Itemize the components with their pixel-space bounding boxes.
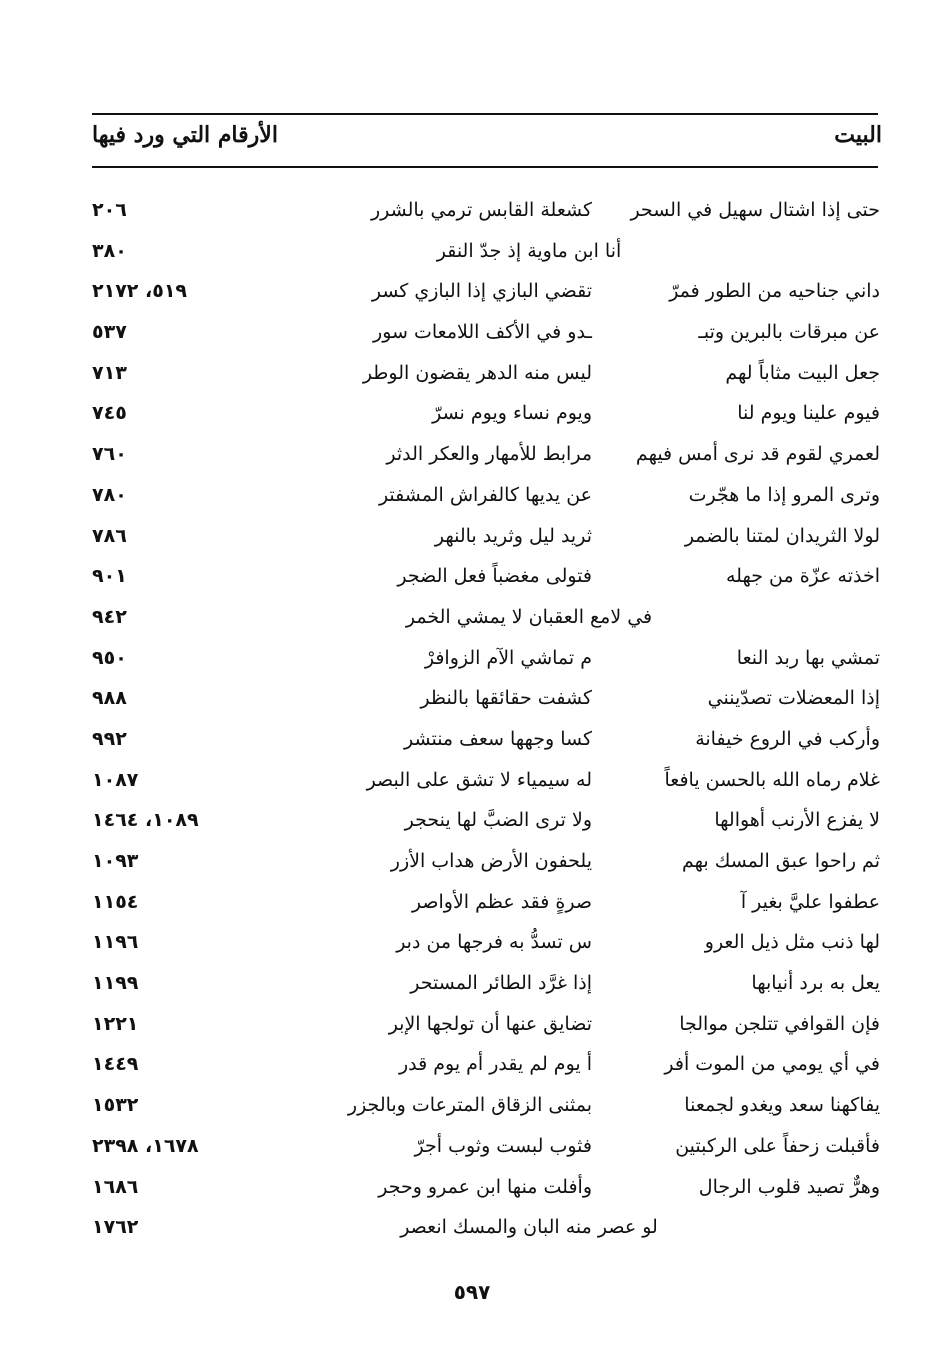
reference-numbers: ١٥٣٢ bbox=[92, 1094, 139, 1117]
table-row bbox=[0, 233, 944, 274]
table-row bbox=[0, 680, 944, 721]
reference-numbers: ٧٦٠ bbox=[92, 443, 127, 466]
table-row bbox=[0, 1087, 944, 1128]
reference-numbers: ١٠٩٣ bbox=[92, 850, 139, 872]
verse-second-hemistich: ـدو في الأكف اللامعات سور bbox=[373, 321, 592, 344]
table-row bbox=[0, 599, 944, 640]
reference-numbers: ٧١٣ bbox=[92, 361, 127, 384]
verse-second-hemistich: فثوب لبست وثوب أجرّ bbox=[414, 1134, 592, 1157]
verse-first-hemistich: فيوم علينا ويوم لنا bbox=[737, 402, 880, 425]
verse-first-hemistich: إذا المعضلات تصدّينني bbox=[707, 687, 880, 710]
verse-second-hemistich: إذا غرَّد الطائر المستحر bbox=[410, 972, 592, 995]
column-header-references: الأرقام التي ورد فيها bbox=[92, 122, 278, 148]
verse-first-hemistich: عطفوا عليَّ بغير آ bbox=[740, 890, 880, 913]
verse-first-hemistich: لا يفزع الأرنب أهوالها bbox=[714, 809, 880, 832]
table-row bbox=[0, 802, 944, 843]
table-row bbox=[0, 436, 944, 477]
reference-numbers: ١٧٦٢ bbox=[92, 1216, 139, 1239]
reference-numbers: ١٦٧٨، ٢٣٩٨ bbox=[92, 1134, 199, 1157]
table-row bbox=[0, 884, 944, 925]
reference-numbers: ٢٠٦ bbox=[92, 199, 127, 221]
verse-first-hemistich: وهرٌّ تصيد قلوب الرجال bbox=[698, 1175, 880, 1198]
verse-first-hemistich: فإن القوافي تتلجن موالجا bbox=[679, 1012, 880, 1035]
verse-second-hemistich: ولا ترى الضبَّ لها ينحجر bbox=[404, 809, 592, 832]
verse-first-hemistich: اخذته عزّة من جهله bbox=[726, 565, 880, 588]
verse-second-hemistich: كشفت حقائقها بالنظر bbox=[420, 687, 592, 710]
verse-second-hemistich: كشعلة القابس ترمي بالشرر bbox=[371, 199, 592, 221]
reference-numbers: ١١٥٤ bbox=[92, 890, 139, 913]
verse-first-hemistich: يفاكهنا سعد ويغدو لجمعنا bbox=[684, 1094, 880, 1117]
reference-numbers: ٣٨٠ bbox=[92, 239, 127, 262]
table-row bbox=[0, 355, 944, 396]
verse-second-hemistich: مرابط للأمهار والعكر الدثر bbox=[386, 443, 592, 466]
table-row bbox=[0, 640, 944, 681]
reference-numbers: ٩٨٨ bbox=[92, 687, 127, 710]
reference-numbers: ٧٤٥ bbox=[92, 402, 127, 425]
verse-second-hemistich: كسا وجهها سعف منتشر bbox=[404, 727, 592, 750]
table-row bbox=[0, 477, 944, 518]
table-row bbox=[0, 965, 944, 1006]
reference-numbers: ١٠٨٧ bbox=[92, 768, 139, 791]
column-header-verse: البيت bbox=[834, 122, 882, 148]
reference-numbers: ٥٣٧ bbox=[92, 321, 127, 344]
verse-single-line: لو عصر منه البان والمسك انعصر bbox=[400, 1216, 658, 1239]
verse-first-hemistich: ثم راحوا عبق المسك بهم bbox=[681, 850, 880, 872]
reference-numbers: ٩٤٢ bbox=[92, 605, 127, 628]
table-row bbox=[0, 1128, 944, 1169]
verse-first-hemistich: لعمري لقوم قد نرى أمس فيهم bbox=[635, 443, 880, 466]
verse-second-hemistich: تقضي البازي إذا البازي كسر bbox=[371, 280, 592, 303]
table-row bbox=[0, 558, 944, 599]
reference-numbers: ٧٨٦ bbox=[92, 524, 127, 547]
reference-numbers: ٩٠١ bbox=[92, 565, 127, 588]
verse-first-hemistich: لولا الثريدان لمتنا بالضمر bbox=[684, 524, 880, 547]
table-row bbox=[0, 314, 944, 355]
reference-numbers: ١٠٨٩، ١٤٦٤ bbox=[92, 809, 199, 832]
table-row bbox=[0, 518, 944, 559]
verse-first-hemistich: غلام رماه الله بالحسن يافعاً bbox=[664, 768, 880, 791]
table-row bbox=[0, 395, 944, 436]
verse-first-hemistich: في أي يومي من الموت أفر bbox=[664, 1053, 880, 1076]
verse-second-hemistich: صرةٍ فقد عظم الأواصر bbox=[411, 890, 592, 913]
verse-single-line: في لامع العقبان لا يمشي الخمر bbox=[405, 605, 653, 628]
table-row bbox=[0, 273, 944, 314]
verse-first-hemistich: داني جناحيه من الطور فمرّ bbox=[669, 280, 880, 303]
verse-first-hemistich: لها ذنب مثل ذيل العرو bbox=[704, 931, 880, 954]
table-row bbox=[0, 1209, 944, 1250]
verse-second-hemistich: س تسدُّ به فرجها من دبر bbox=[396, 931, 592, 954]
verse-first-hemistich: حتى إذا اشتال سهيل في السحر bbox=[630, 199, 880, 221]
verse-second-hemistich: وأفلت منها ابن عمرو وحجر bbox=[378, 1175, 592, 1198]
verse-first-hemistich: فأقبلت زحفاً على الركبتين bbox=[675, 1134, 880, 1157]
verse-second-hemistich: ليس منه الدهر يقضون الوطر bbox=[362, 361, 592, 384]
verse-second-hemistich: يلحفون الأرض هداب الأزر bbox=[390, 850, 592, 872]
verse-second-hemistich: له سيمياء لا تشق على البصر bbox=[366, 768, 592, 791]
table-row bbox=[0, 762, 944, 803]
reference-numbers: ٥١٩، ٢١٧٢ bbox=[92, 280, 188, 303]
table-row bbox=[0, 1006, 944, 1047]
verse-second-hemistich: أ يوم لم يقدر أم يوم قدر bbox=[398, 1053, 592, 1076]
table-row bbox=[0, 843, 944, 884]
reference-numbers: ٩٩٢ bbox=[92, 727, 127, 750]
verse-second-hemistich: فتولى مغضباً فعل الضجر bbox=[397, 565, 592, 588]
verse-first-hemistich: تمشي بها ربد النعا bbox=[736, 646, 880, 669]
table-row bbox=[0, 192, 944, 233]
header-rule bbox=[92, 166, 878, 168]
verse-second-hemistich: ويوم نساء ويوم نسرّ bbox=[432, 402, 592, 425]
verse-first-hemistich: وأركب في الروع خيفانة bbox=[695, 727, 880, 750]
table-row bbox=[0, 924, 944, 965]
verse-second-hemistich: م تماشي الآم الزوافرْ bbox=[424, 646, 592, 669]
verse-first-hemistich: عن مبرقات بالبرين وتبـ bbox=[698, 321, 880, 344]
top-rule bbox=[92, 113, 878, 115]
verse-first-hemistich: جعل البيت مثاباً لهم bbox=[725, 361, 880, 384]
reference-numbers: ١١٩٦ bbox=[92, 931, 139, 954]
reference-numbers: ١٤٤٩ bbox=[92, 1053, 139, 1076]
verse-index-table bbox=[0, 192, 944, 1250]
verse-first-hemistich: يعل به برد أنيابها bbox=[751, 972, 880, 995]
reference-numbers: ١١٩٩ bbox=[92, 972, 139, 995]
verse-single-line: أنا ابن ماوية إذ جدّ النقر bbox=[436, 239, 622, 262]
table-row bbox=[0, 1169, 944, 1210]
page-number: ٥٩٧ bbox=[453, 1280, 491, 1304]
reference-numbers: ١٦٨٦ bbox=[92, 1175, 139, 1198]
reference-numbers: ١٢٢١ bbox=[92, 1012, 139, 1035]
reference-numbers: ٧٨٠ bbox=[92, 483, 127, 506]
reference-numbers: ٩٥٠ bbox=[92, 646, 127, 669]
verse-second-hemistich: تضايق عنها أن تولجها الإبر bbox=[388, 1012, 592, 1035]
verse-second-hemistich: ثريد ليل وثريد بالنهر bbox=[434, 524, 592, 547]
verse-first-hemistich: وترى المرو إذا ما هجّرت bbox=[688, 483, 880, 506]
verse-second-hemistich: عن يديها كالفراش المشفتر bbox=[378, 483, 592, 506]
verse-second-hemistich: بمثنى الزقاق المترعات وبالجزر bbox=[347, 1094, 592, 1117]
table-row bbox=[0, 1046, 944, 1087]
table-row bbox=[0, 721, 944, 762]
